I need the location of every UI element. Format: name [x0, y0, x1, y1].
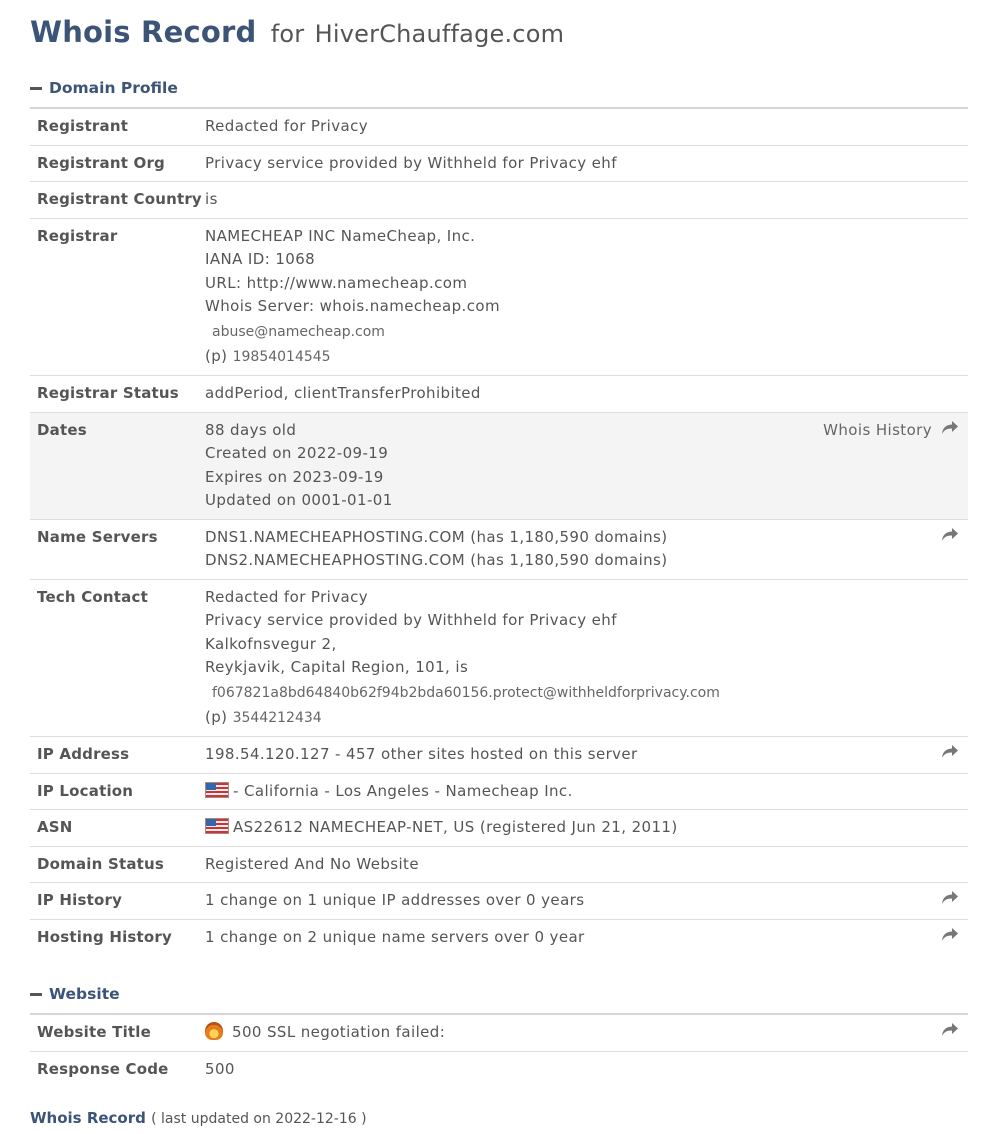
- row-label: Response Code: [37, 1059, 169, 1078]
- footer-whois-link[interactable]: Whois Record: [30, 1109, 146, 1127]
- page-title: [30, 0, 968, 67]
- share-arrow-icon[interactable]: [941, 527, 959, 543]
- row-label: Registrant Org: [37, 153, 165, 172]
- footer-updated: ( last updated on 2022-12-16 ): [151, 1111, 367, 1127]
- row-label: Registrant Country: [37, 190, 202, 208]
- phone-prefix: (p): [205, 707, 228, 726]
- tech-line-1: Redacted for Privacy: [205, 587, 369, 606]
- name-server-2[interactable]: DNS2.NAMECHEAPHOSTING.COM (has 1,180,590 domains): [205, 551, 668, 569]
- row-value: [205, 774, 932, 810]
- row-value: Registered And No Website: [205, 854, 419, 873]
- row-label: Name Servers: [37, 527, 158, 546]
- row-ip-location: [30, 774, 968, 811]
- registrar-phone: 19854014545: [232, 348, 331, 365]
- row-label: Hosting History: [37, 927, 173, 946]
- row-label: IP Address: [37, 745, 130, 763]
- registrar-name: NAMECHEAP INC NameCheap, Inc.: [205, 226, 476, 245]
- registrar-iana: IANA ID: 1068: [205, 250, 316, 268]
- row-value: 1 change on 2 unique name servers over 0 year: [205, 927, 585, 946]
- row-label: IP Location: [37, 781, 134, 800]
- row-label: Website Title: [37, 1023, 152, 1041]
- row-value: Privacy service provided by Withheld for Privacy ehf: [205, 153, 617, 172]
- share-arrow-icon[interactable]: [941, 1022, 959, 1038]
- dates-age: 88 days old: [205, 420, 297, 439]
- row-registrant-country: [30, 182, 968, 219]
- dates-expires: Expires on 2023-09-19: [205, 467, 384, 486]
- ip-location-text: - California - Los Angeles - Namecheap Inc.: [233, 781, 573, 800]
- website-toggle[interactable]: [30, 983, 968, 1015]
- footer: [30, 1109, 968, 1127]
- share-arrow-icon[interactable]: [941, 927, 959, 943]
- tech-line-2: Privacy service provided by Withheld for Privacy ehf: [205, 611, 617, 629]
- phone-prefix: (p): [205, 346, 228, 365]
- row-registrant-org: [30, 146, 968, 183]
- row-name-servers: [30, 520, 968, 580]
- registrar-phone-line: [205, 345, 932, 370]
- row-label: Registrant: [37, 117, 129, 135]
- row-value: [205, 413, 932, 519]
- collapse-icon: [30, 87, 42, 90]
- website-heading: Website: [49, 985, 120, 1003]
- row-value: is: [205, 190, 218, 208]
- collapse-icon: [30, 993, 42, 996]
- row-website-title: [30, 1015, 968, 1052]
- page-title-domain: HiverChauffage.com: [314, 20, 565, 48]
- row-hosting-history: [30, 920, 968, 956]
- row-dates: [30, 413, 968, 520]
- registrar-email: abuse@namecheap.com: [212, 323, 385, 340]
- row-value: addPeriod, clientTransferProhibited: [205, 384, 481, 402]
- tech-phone-line: [205, 706, 932, 731]
- row-registrant: [30, 109, 968, 146]
- row-label: Tech Contact: [37, 587, 148, 606]
- website-title-text: 500 SSL negotiation failed:: [232, 1023, 446, 1041]
- share-arrow-icon[interactable]: [941, 890, 959, 906]
- row-ip-history: [30, 883, 968, 920]
- registrar-whois-server: Whois Server: whois.namecheap.com: [205, 297, 500, 315]
- page-title-for: for: [270, 20, 305, 48]
- share-arrow-icon[interactable]: [941, 420, 959, 436]
- row-value: [205, 580, 932, 737]
- row-value: 1 change on 1 unique IP addresses over 0 years: [205, 891, 585, 909]
- row-value: Redacted for Privacy: [205, 117, 369, 135]
- row-ip-address: [30, 737, 968, 774]
- row-value: [205, 1015, 932, 1051]
- whois-history-link[interactable]: Whois History: [823, 420, 932, 439]
- page-title-main: Whois Record: [30, 15, 257, 49]
- row-registrar: [30, 219, 968, 377]
- row-label: Registrar Status: [37, 384, 179, 402]
- row-label: Dates: [37, 420, 87, 439]
- row-label: Domain Status: [37, 854, 165, 873]
- tech-line-4: Reykjavik, Capital Region, 101, is: [205, 658, 469, 676]
- row-response-code: [30, 1052, 968, 1088]
- dates-created: Created on 2022-09-19: [205, 444, 389, 462]
- asn-text: AS22612 NAMECHEAP-NET, US (registered Jun 21, 2011): [233, 818, 678, 836]
- row-asn: [30, 810, 968, 847]
- row-label: ASN: [37, 818, 73, 836]
- tech-phone: 3544212434: [232, 709, 322, 726]
- row-domain-status: [30, 847, 968, 884]
- registrar-url: URL: http://www.namecheap.com: [205, 273, 468, 292]
- row-tech-contact: [30, 580, 968, 738]
- name-server-1[interactable]: DNS1.NAMECHEAPHOSTING.COM (has 1,180,590 domains): [205, 527, 668, 546]
- row-value[interactable]: 198.54.120.127 - 457 other sites hosted on this server: [205, 745, 638, 763]
- row-value: [205, 810, 932, 846]
- us-flag-icon: [205, 818, 229, 834]
- share-arrow-icon[interactable]: [941, 744, 959, 760]
- tech-line-3: Kalkofnsvegur 2,: [205, 634, 337, 653]
- row-value: [205, 219, 932, 376]
- dates-updated: Updated on 0001-01-01: [205, 491, 393, 509]
- row-label: Registrar: [37, 226, 118, 245]
- row-registrar-status: [30, 376, 968, 413]
- domain-profile-heading: Domain Profile: [49, 79, 178, 97]
- us-flag-icon: [205, 782, 229, 798]
- tech-email: f067821a8bd64840b62f94b2bda60156.protect@withheldforprivacy.com: [212, 684, 720, 701]
- row-label: IP History: [37, 891, 123, 909]
- row-value: 500: [205, 1059, 235, 1078]
- row-value: [205, 520, 932, 579]
- fire-icon: [205, 1022, 223, 1040]
- domain-profile-toggle[interactable]: [30, 77, 968, 109]
